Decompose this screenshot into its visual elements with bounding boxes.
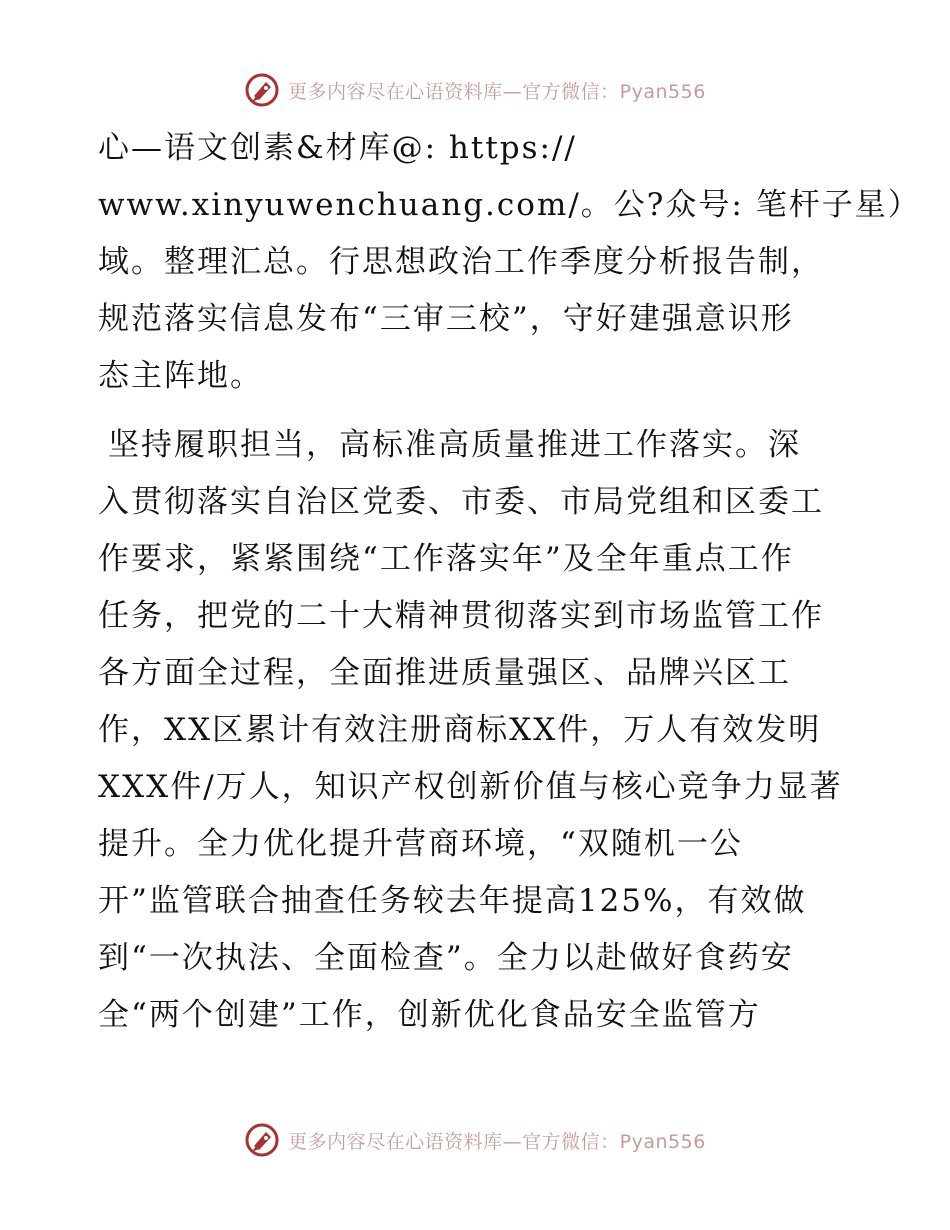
text-line: www.xinyuwenchuang.com/。公?众号: 笔杆子星） [98,187,921,223]
text-line: 域。整理汇总。行思想政治工作季度分析报告制， [98,244,824,280]
header-watermark [0,70,950,110]
paragraph-1 [98,120,921,405]
text-line: 各方面全过程，全面推进质量强区、品牌兴区工 [98,655,791,691]
watermark-handle: Pyan556 [619,1130,706,1153]
text-line: 提升。全力优化提升营商环境，“双随机一公 [98,826,743,862]
text-line: 心—语文创素&材库@: https:// [98,130,577,166]
pen-nib-logo-icon [244,1122,280,1158]
paragraph-2 [98,417,858,1044]
text-line: 坚持履职担当，高标准高质量推进工作落实。深 [108,427,801,463]
text-line: 入贯彻落实自治区党委、市委、市局党组和区委工 [98,484,824,520]
text-line: 到“一次执法、全面检查”。全力以赴做好食药安 [98,940,794,976]
text-line: 态主阵地。 [98,358,263,394]
text-line: 全“两个创建”工作，创新优化食品安全监管方 [98,997,761,1033]
text-line: 作，XX区累计有效注册商标XX件，万人有效发明 [98,712,822,748]
footer-watermark [0,1120,950,1160]
watermark-text [288,1127,706,1154]
paragraph-gap [98,405,858,417]
watermark-label: 更多内容尽在心语资料库—官方微信： [288,80,620,103]
watermark-handle: Pyan556 [619,80,706,103]
text-line: 任务，把党的二十大精神贯彻落实到市场监管工作 [98,598,824,634]
text-line: XXX件/万人，知识产权创新价值与核心竞争力显著 [98,769,843,805]
watermark-label: 更多内容尽在心语资料库—官方微信： [288,1130,620,1153]
document-body [98,120,921,1044]
text-line: 作要求，紧紧围绕“工作落实年”及全年重点工作 [98,541,794,577]
text-line: 开”监管联合抽查任务较去年提高125%，有效做 [98,883,807,919]
pen-nib-logo-icon [244,72,280,108]
text-line: 规范落实信息发布“三审三校”，守好建强意识形 [98,301,794,337]
watermark-text [288,77,706,104]
